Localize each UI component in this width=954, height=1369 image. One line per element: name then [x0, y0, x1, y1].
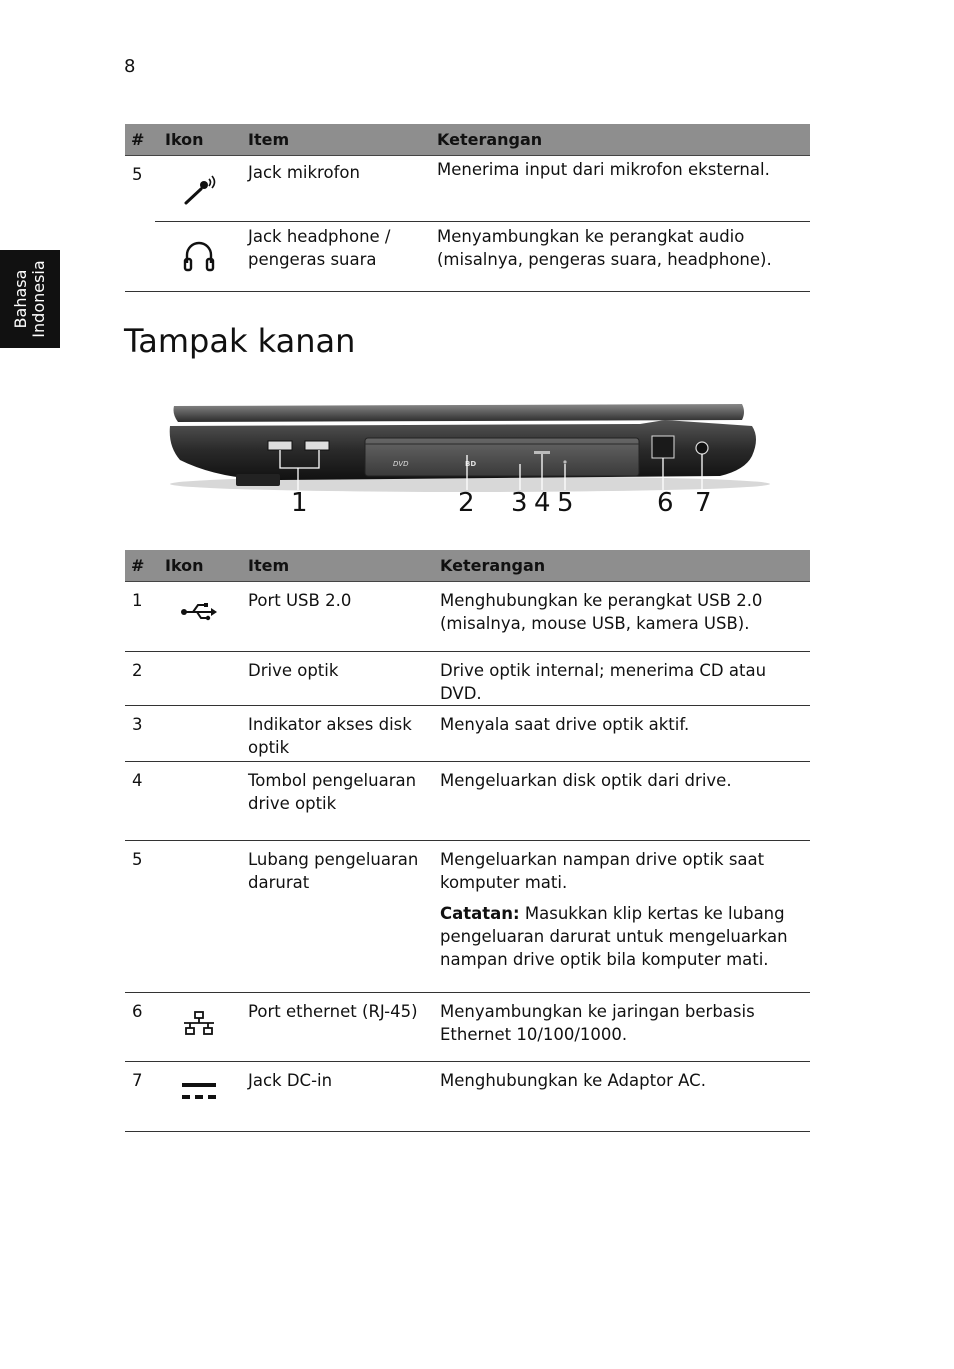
row-desc: Drive optik internal; menerima CD atau DVD. — [434, 652, 810, 706]
headphone-icon — [155, 222, 242, 292]
col-num-header: # — [125, 550, 155, 582]
page-number: 8 — [124, 56, 136, 77]
table-header-row — [125, 124, 810, 156]
table-header-row — [125, 550, 810, 582]
table-row — [125, 841, 810, 993]
callout-1: 1 — [291, 488, 308, 518]
row-item: Indikator akses disk optik — [242, 706, 434, 762]
callout-6: 6 — [657, 488, 674, 518]
row-desc: Menerima input dari mikrofon eksternal. — [431, 156, 810, 222]
callout-7: 7 — [695, 488, 712, 518]
table-row — [125, 1062, 810, 1132]
row-desc: Menyambungkan ke perangkat audio (misalnya, pengeras suara, headphone). — [431, 222, 810, 292]
row-note — [440, 902, 804, 971]
row-desc: Menghubungkan ke Adaptor AC. — [434, 1062, 810, 1132]
callout-5: 5 — [557, 488, 574, 518]
row-num: 3 — [125, 706, 155, 762]
row-item: Drive optik — [242, 652, 434, 706]
callout-3: 3 — [511, 488, 528, 518]
side-tab-line1: Bahasa — [11, 269, 30, 329]
table-row — [125, 582, 810, 652]
row-item: Jack headphone / pengeras suara — [242, 222, 431, 292]
bd-label: BD — [465, 460, 477, 468]
row-num: 6 — [125, 993, 155, 1062]
row-item: Jack DC-in — [242, 1062, 434, 1132]
row-desc: Menyambungkan ke jaringan berbasis Ethernet 10/100/1000. — [434, 993, 810, 1062]
ethernet-icon — [155, 993, 242, 1062]
top-ports-table — [125, 124, 810, 292]
col-icon-header: Ikon — [155, 550, 242, 582]
row-num: 4 — [125, 762, 155, 841]
row-item: Tombol pengeluaran drive optik — [242, 762, 434, 841]
row-desc: Mengeluarkan disk optik dari drive. — [434, 762, 810, 841]
col-item-header: Item — [242, 550, 434, 582]
table-row — [125, 222, 810, 292]
usb-icon — [155, 582, 242, 652]
note-text: Masukkan klip kertas ke lubang pengeluaran darurat untuk mengeluarkan nampan drive optik bila komputer mati. — [440, 904, 788, 969]
row-desc: Mengeluarkan nampan drive optik saat komputer mati. — [440, 850, 765, 892]
col-item-header: Item — [242, 124, 431, 156]
table-row — [125, 652, 810, 706]
row-num: 5 — [125, 841, 155, 993]
col-desc-header: Keterangan — [431, 124, 810, 156]
row-num: 2 — [125, 652, 155, 706]
row-item: Port USB 2.0 — [242, 582, 434, 652]
side-tab-line2: Indonesia — [29, 260, 48, 338]
row-item: Lubang pengeluaran darurat — [242, 841, 434, 993]
callout-4: 4 — [534, 488, 551, 518]
table-row — [125, 762, 810, 841]
table-row — [125, 156, 810, 222]
col-desc-header: Keterangan — [434, 550, 810, 582]
col-icon-header: Ikon — [155, 124, 242, 156]
row-desc: Menghubungkan ke perangkat USB 2.0 (misalnya, mouse USB, kamera USB). — [434, 582, 810, 652]
row-item: Port ethernet (RJ-45) — [242, 993, 434, 1062]
callout-2: 2 — [458, 488, 475, 518]
col-num-header: # — [125, 124, 155, 156]
table-row — [125, 993, 810, 1062]
microphone-icon — [155, 156, 242, 222]
row-num: 7 — [125, 1062, 155, 1132]
table-row — [125, 706, 810, 762]
language-side-tab — [0, 250, 60, 348]
row-num: 5 — [132, 165, 143, 184]
dc-in-icon — [155, 1062, 242, 1132]
note-label: Catatan: — [440, 904, 520, 923]
dvd-label: DVD — [393, 460, 409, 468]
right-side-ports-table — [125, 550, 810, 1132]
row-num — [125, 222, 155, 292]
section-title: Tampak kanan — [124, 322, 356, 360]
row-desc: Menyala saat drive optik aktif. — [434, 706, 810, 762]
row-item: Jack mikrofon — [242, 156, 431, 222]
row-num: 1 — [125, 582, 155, 652]
